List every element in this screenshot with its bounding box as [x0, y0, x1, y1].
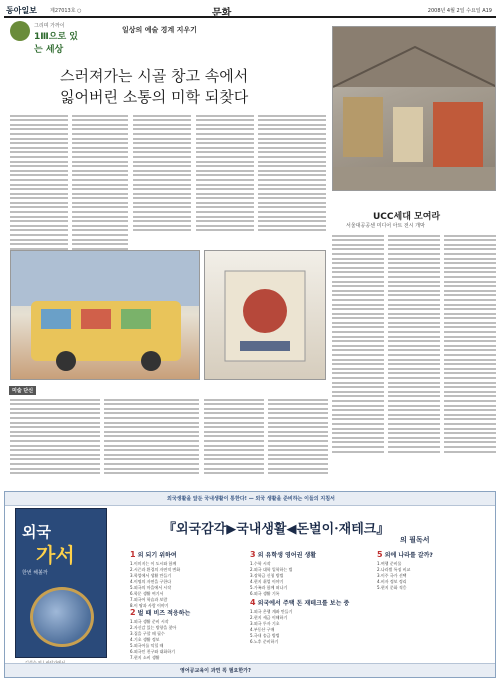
- art-brief-col-4: [268, 396, 328, 484]
- painted-bus-illustration: [11, 251, 200, 380]
- section-title: 문화: [212, 8, 232, 19]
- book-advertisement[interactable]: [4, 491, 496, 678]
- warehouse-photo-caption: [332, 193, 496, 207]
- magnifier-icon: [30, 587, 94, 647]
- masthead: [4, 4, 496, 18]
- art-brief-col-3: [204, 396, 264, 484]
- art-brief-col-2: [104, 396, 199, 484]
- warehouse-photo: [332, 26, 496, 191]
- series-line-1: 그리며 가까이: [34, 23, 65, 29]
- ad-bottom-banner: [5, 663, 495, 677]
- art-brief-label: 미술 단신: [9, 386, 36, 395]
- ucc-column-1: [332, 232, 384, 482]
- ucc-headline: UCC세대 모여라: [373, 212, 441, 222]
- body-column-4: [196, 112, 254, 247]
- issue-date: 2008년 4월 2일 수요일 A19: [427, 8, 492, 14]
- art-brief-col-1: [10, 396, 100, 484]
- ucc-column-3: [444, 232, 496, 482]
- ad-top-banner: [5, 492, 495, 506]
- headline-line-1: 스러져가는 시골 창고 속에서: [60, 67, 249, 85]
- book-title-2: 가서: [36, 543, 75, 567]
- ucc-subheadline: 서울대공공센 미디어 아트 전시 개막: [346, 223, 425, 229]
- body-column-5: [258, 112, 326, 247]
- warehouse-photo-illustration: [333, 27, 496, 191]
- book-cover[interactable]: [15, 508, 107, 658]
- series-badge: [10, 21, 80, 55]
- issue-number: 제27013호 ○: [50, 8, 82, 14]
- ad-bottom-banner-text: 영어공교육이 과연 꼭 필요한가?: [180, 668, 251, 674]
- ad-section-4: 4 외국에서 주택 돈 재테크를 보는 중 1.외국 은행 계좌 만들기 2.현지 세금 이해하기 3.외국 투자 기초 4.부동산 구매 5.국내 송금 방법 6.노후 준비하기: [250, 600, 365, 645]
- ad-title-suffix: 의 필독서: [400, 536, 430, 544]
- ad-section-heading: 2 벌 때 비즈 적응하는: [130, 608, 191, 617]
- article-headline: [60, 66, 330, 108]
- bus-photo: [10, 250, 200, 380]
- installation-illustration: [205, 251, 326, 380]
- ad-section-heading: 4 외국에서 주택 돈 재테크를 보는 중: [250, 598, 350, 607]
- newspaper-logo: 동아일보: [6, 6, 37, 15]
- ad-section-heading: 3 외 유학생 영어권 생활: [250, 550, 317, 559]
- ad-section-3: 3 외 유학생 영어권 생활 1.수학 시작 2.외국 대학 입학하는 법 3.장학금 신청 방법 4.현지 취업 이야기 5.가족과 함께 떠나기 6.외국 생활 기록: [250, 552, 360, 597]
- headline-line-2: 잃어버린 소통의 미학 되찾다: [60, 88, 249, 106]
- bus-photo-caption: [10, 383, 330, 397]
- body-column-3: [133, 112, 191, 247]
- article-kicker: 일상의 예술 경계 지우기: [122, 26, 197, 34]
- ad-section-5: 5 외에 나라를 갈까? 1.여행 준비물 2.나라별 특징 비교 3.이주 국가 선택 4.비자 정보 정리 5.현지 문화 적응: [377, 552, 487, 591]
- ucc-column-2: [388, 232, 440, 482]
- series-line-2: 1Ⅲ으로 있는 세상: [34, 32, 78, 55]
- ad-section-1: 1 외 되기 위하여 1.이미지는 이 도시와 함께 2.시즌과 환경의 자연적 변화 3.학업에서 생활 만들기 4.이명의 자연을 구한다 5.외국의 마을에서 시작 6.학문 생활 여기서 7.외국어 학습과 보람 8.이 땅과 사람 이야기: [130, 552, 240, 609]
- ad-top-banner-text: 외국생활을 앞둔 국내생활이 통한다! — 외국 생활을 준비하는 이들의 지침서: [167, 496, 335, 502]
- ad-section-2: 2 벌 때 비즈 적응하는 1.외국 생활 준비 시작 2.자신감 있는 방향을 찾아 3.집을 구할 때 필수 4.기초 생활 정보 5.외국어를 익힐 때 6.외국인 친구와 대화하기 7.현지 소비 생활: [130, 610, 240, 661]
- ad-title: 『외국감각▶국내생활◀돈벌이·재테크』: [163, 522, 390, 537]
- ad-section-heading: 1 외 되기 위하여: [130, 550, 177, 559]
- series-logo-icon: [10, 21, 30, 41]
- installation-photo: [204, 250, 326, 380]
- book-title-1: 외국: [22, 523, 51, 541]
- ad-section-heading: 5 외에 나라를 갈까?: [377, 550, 433, 559]
- book-title-3: 한번 해볼까: [22, 570, 48, 576]
